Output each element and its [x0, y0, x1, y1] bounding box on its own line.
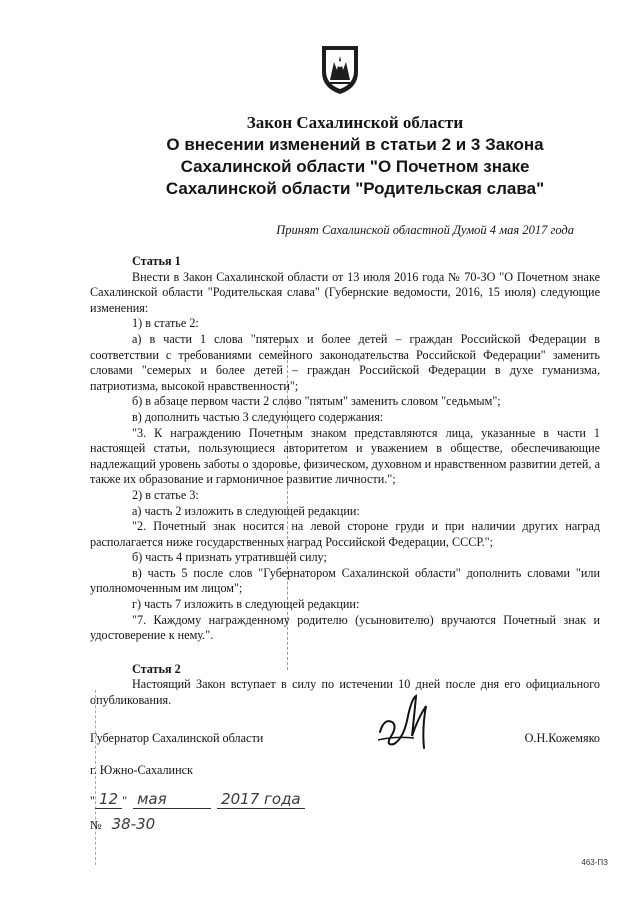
number-value: 38-30	[111, 815, 156, 833]
article-1-paragraph: в) часть 5 после слов "Губернатором Сахалинской области" дополнить словами "или уполномоченным им лицом";	[90, 565, 600, 596]
article-1-paragraph: а) в части 1 слова "пятерых и более детей – граждан Российской Федерации в соответствии с требованиями семейного законодательства Российской Федерации" заменить словами "семерых и более детей – граждан Российской Федерации в духе гуманизма, патриотизма, высокой нравственности";	[90, 331, 600, 393]
article-1-paragraph: 1) в статье 2:	[132, 316, 199, 331]
law-body	[90, 250, 600, 709]
signing-place: г. Южно-Сахалинск	[90, 763, 193, 777]
adoption-note: Принят Сахалинской областной Думой 4 мая 2017 года	[276, 223, 574, 237]
article-1-paragraph: г) часть 7 изложить в следующей редакции:	[132, 597, 360, 612]
date-year: 2017 года	[217, 790, 305, 809]
article-1-paragraph: 2) в статье 3:	[132, 487, 199, 502]
date-month: мая	[133, 790, 211, 809]
document-title-block	[0, 112, 640, 200]
date-day: 12	[95, 790, 122, 809]
title-line-1: О внесении изменений в статьи 2 и 3 Закона	[166, 135, 544, 154]
article-2-heading: Статья 2	[132, 661, 181, 676]
article-1-paragraph: "3. К награждению Почетным знаком представляются лица, указанные в части 1 настоящей статьи, пользующиеся авторитетом и уважением в обществе, обеспечивающие надлежащий уровень заботы о здоровье, физическом, духовном и нравственном развитии детей, а также их образование и гармоничное развитие личности.";	[90, 425, 600, 487]
law-line: Закон Сахалинской области	[246, 113, 464, 132]
title-line-2: Сахалинской области "О Почетном знаке	[180, 157, 530, 176]
article-1-paragraph: а) часть 2 изложить в следующей редакции:	[132, 503, 360, 518]
article-1-paragraph: б) в абзаце первом части 2 слово "пятым" заменить словом "седьмым";	[132, 394, 501, 409]
title-line-3: Сахалинской области "Родительская слава"	[165, 179, 545, 198]
law-number	[90, 815, 155, 833]
handwritten-signature-icon	[374, 688, 436, 758]
article-1-paragraph: б) часть 4 признать утратившей силу;	[132, 550, 327, 565]
article-1-paragraph: в) дополнить частью 3 следующего содержания:	[132, 409, 384, 424]
article-1-paragraph: "7. Каждому награжденному родителю (усыновителю) вручаются Почетный знак и удостоверение к нему.".	[90, 612, 600, 643]
coat-of-arms-icon	[318, 42, 362, 96]
date-quote-close: "	[122, 794, 128, 808]
signatory-name: О.Н.Кожемяко	[524, 731, 600, 745]
document-code: 463-ПЗ	[581, 858, 608, 867]
article-1-paragraph: "2. Почетный знак носится на левой стороне груди и при наличии других наград располагается ниже государственных наград Российской Федерации, СССР.";	[90, 519, 600, 549]
article-2-paragraph: Настоящий Закон вступает в силу по истечении 10 дней после дня его официального опубликования.	[90, 677, 600, 708]
signatory-title: Губернатор Сахалинской области	[90, 731, 264, 745]
number-label: №	[90, 818, 102, 832]
signing-date	[90, 790, 305, 809]
article-1-paragraph: Внести в Закон Сахалинской области от 13 июля 2016 года № 70-ЗО "О Почетном знаке Сахалинской области "Родительская слава" (Губернские ведомости, 2016, 15 июля) следующие изменения:	[90, 269, 600, 315]
date-quote-open: "	[90, 794, 95, 808]
article-1-heading: Статья 1	[132, 254, 181, 268]
